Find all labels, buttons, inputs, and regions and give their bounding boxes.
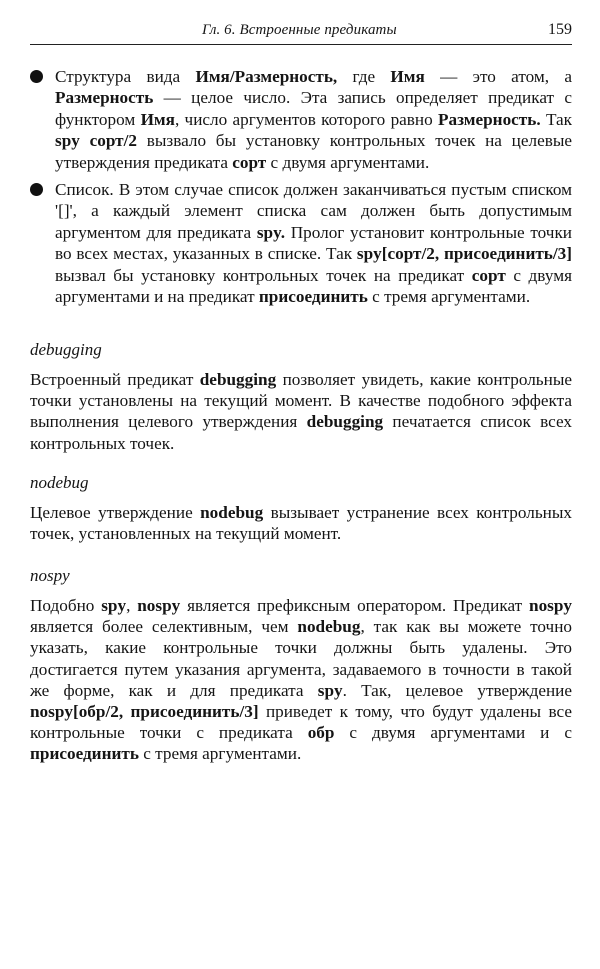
bold-term: spy сорт/2: [55, 131, 137, 151]
running-title: Гл. 6. Встроенные предикаты: [202, 22, 397, 38]
bold-term: debugging: [306, 412, 384, 432]
text-run: Так: [540, 109, 573, 129]
text-run: приведет к тому, что будут удалены все контрольные точки с предиката: [30, 702, 572, 743]
bold-term: сорт: [471, 265, 506, 285]
bold-term: присоединить: [30, 744, 139, 764]
text-run: является более селективным, чем: [30, 617, 298, 637]
bold-term: spy: [101, 596, 127, 615]
text-run: , число аргументов которого равно: [174, 109, 439, 129]
section-body-nodebug: [30, 502, 572, 544]
bold-term: присоединить: [258, 287, 368, 307]
section-title-debugging: debugging: [30, 340, 102, 359]
running-header: [30, 20, 572, 45]
text-run: с двумя аргументами.: [266, 152, 430, 172]
section-title-nospy: nospy: [30, 566, 70, 585]
bold-term: spy.: [256, 222, 286, 242]
text-run: с двумя аргументами и с: [334, 723, 572, 743]
text-run: является префиксным оператором. Предикат: [180, 596, 530, 615]
bold-term: nodebug: [200, 503, 264, 522]
text-run: вызывает устранение всех контрольных точек, установленных на текущий момент.: [30, 503, 573, 544]
text-run: Структура вида: [55, 67, 196, 86]
text-run: позволяет увидеть, какие контрольные точки установлены на текущий момент. В качестве подобного эффекта выполнения целевого утверждения: [30, 370, 572, 432]
page-number: 159: [548, 21, 572, 38]
text-run: печатается список всех контрольных точек.: [30, 412, 572, 453]
text-run: вызвало бы установку контрольных точек на целевые утверждения предиката: [55, 131, 572, 172]
bullet-text: [55, 179, 572, 307]
text-run: — это атом, а: [424, 67, 572, 86]
bold-term: debugging: [199, 370, 277, 389]
text-run: с тремя аргументами.: [138, 744, 302, 764]
text-run: — целое число. Эта запись определяет предикат с функтором: [55, 88, 572, 129]
text-run: Целевое утверждение: [30, 503, 201, 522]
text-run: Пролог установит контрольные точки во всех местах, указанных в списке. Так: [55, 222, 572, 264]
bold-term: nodebug: [297, 617, 361, 637]
text-run: , так как вы можете точно указать, какие контрольные точки должны быть удалены. Это достигается путем указания аргумента, задаваемого в точности в такой же форме, как и для предиката: [30, 617, 572, 700]
bold-term: nospy[обр/2, присоединить/3]: [30, 702, 259, 722]
text-run: Встроенный предикат: [30, 370, 200, 389]
bold-term: Имя: [390, 67, 425, 86]
section-body-nospy: [30, 595, 572, 765]
text-run: Список. В этом случае список должен заканчиваться пустым списком '[]', а каждый элемент списка сам должен быть допустимым аргументом для предиката: [55, 180, 572, 242]
bold-term: Имя/Размерность,: [195, 67, 338, 86]
bold-term: сорт: [232, 152, 267, 172]
text-run: ,: [126, 596, 138, 615]
bold-term: spy[сорт/2, присоединить/3]: [356, 244, 572, 264]
text-run: . Так, целевое утверждение: [342, 680, 572, 700]
bold-term: nospy: [137, 596, 181, 615]
bold-term: Размерность.: [438, 109, 541, 129]
text-run: Подобно: [30, 596, 102, 615]
section-body-debugging: [30, 369, 572, 454]
bullet-marker: [30, 183, 43, 196]
bullet-text: [55, 66, 572, 173]
text-run: с двумя аргументами и на предикат: [55, 265, 572, 307]
text-run: вызвал бы установку контрольных точек на предикат: [55, 265, 472, 285]
bold-term: обр: [307, 723, 335, 743]
bold-term: nospy: [529, 596, 573, 615]
bold-term: Имя: [140, 109, 175, 129]
section-title-nodebug: nodebug: [30, 473, 89, 492]
bold-term: spy: [317, 680, 343, 700]
text-run: с тремя аргументами.: [367, 287, 531, 307]
bold-term: Размерность: [55, 88, 154, 108]
text-run: где: [337, 67, 391, 86]
bullet-marker: [30, 70, 43, 83]
bullet-item: [30, 66, 572, 173]
bullet-item: [30, 179, 572, 307]
